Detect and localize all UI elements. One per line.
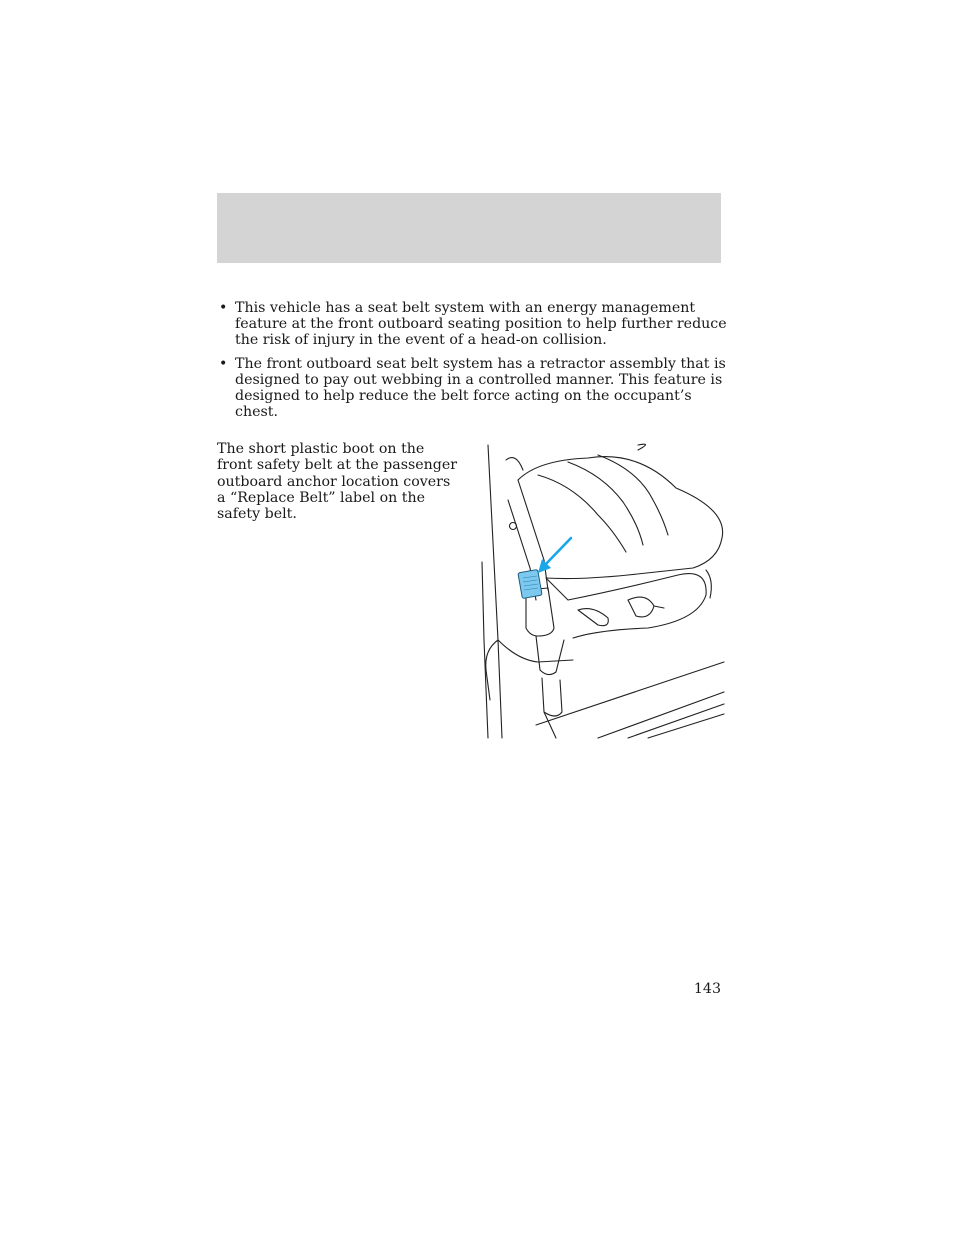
page-number: 143 [693, 981, 721, 997]
bullet-list [217, 300, 727, 427]
figure-caption: The short plastic boot on the front safety belt at the passenger outboard anchor location covers a “Replace Belt” label on the safety belt. [217, 441, 458, 523]
bullet-item [217, 356, 727, 421]
bullet-marker: • [219, 355, 228, 372]
bullet-marker: • [219, 300, 228, 316]
replace-belt-label-highlight [518, 569, 542, 598]
section-header-band [217, 193, 721, 263]
seat-belt-illustration [478, 440, 726, 742]
bullet-item [217, 300, 727, 349]
bullet-text: The front outboard seat belt system has a retractor assembly that is designed to pay out webbing in a controlled manner. This feature is designed to help reduce the belt force acting on the occupant’s chest. [235, 355, 726, 421]
seat-belt-anchor-drawing [478, 440, 726, 742]
bullet-text: This vehicle has a seat belt system with an energy management feature at the front outboard seating position to help further reduce the risk of injury in the event of a head-on collision. [235, 300, 727, 349]
